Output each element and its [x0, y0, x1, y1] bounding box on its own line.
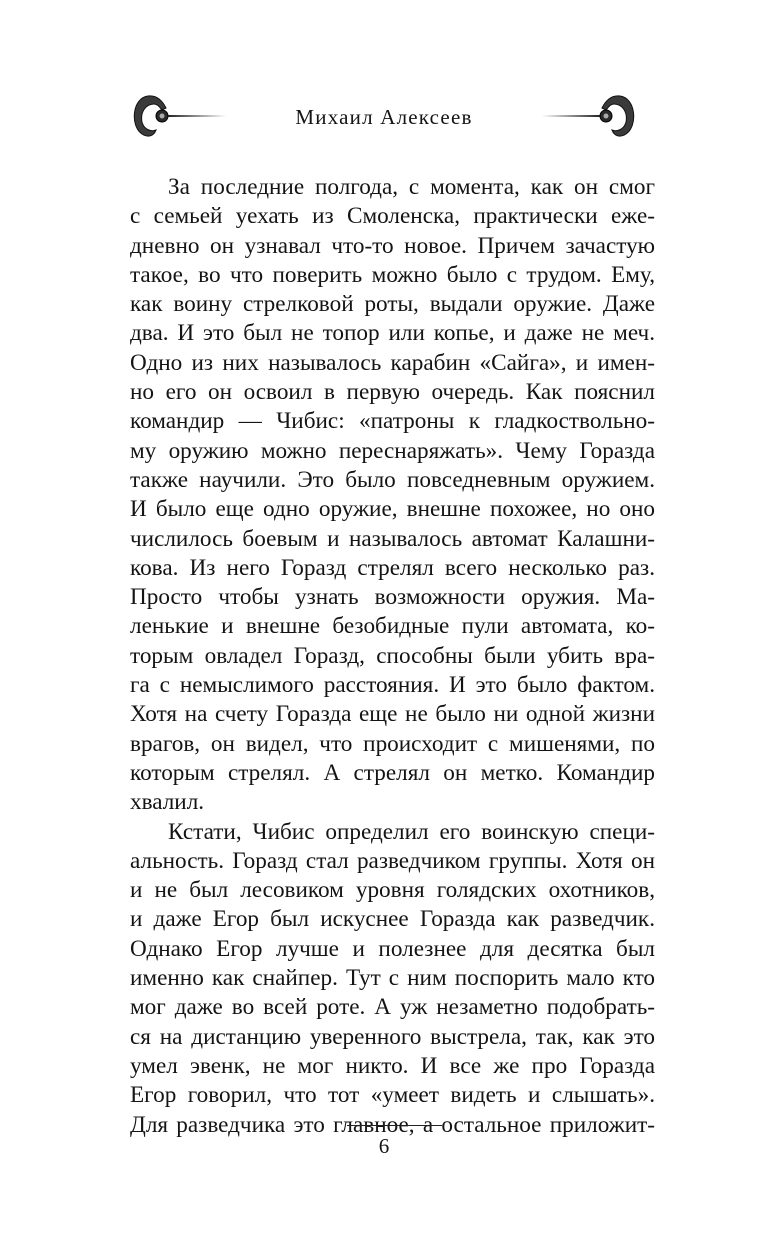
text-line: Хотя на счету Горазда еще не было ни одной жизни [130, 701, 655, 728]
text-line: именно как снайпер. Тут с ним поспорить мало кто [130, 965, 655, 992]
text-line: с семьей уехать из Смоленска, практически еже- [130, 203, 655, 230]
text-line: ленькие и внешне безобидные пули автомата, ко- [130, 613, 655, 640]
text-line: И было еще одно оружие, внешне похожее, но оно [130, 496, 655, 523]
text-line: и не был лесовиком уровня голядских охотников, [130, 877, 655, 904]
text-line: которым стрелял. А стрелял он метко. Командир [130, 759, 655, 786]
text-line: Для разведчика это главное, а остальное приложит- [130, 1111, 655, 1138]
running-header [0, 88, 768, 148]
text-line: числилось боевым и называлось автомат Калашни- [130, 525, 655, 552]
text-line: Кстати, Чибис определил его воинскую специ- [168, 818, 655, 845]
text-line: му оружию можно переснаряжать». Чему Горазда [130, 437, 655, 464]
text-line: кова. Из него Горазд стрелял всего несколько раз. [130, 554, 655, 581]
text-line: Однако Егор лучше и полезнее для десятка был [130, 935, 655, 962]
page-number: 6 [378, 1134, 390, 1158]
text-line: врагов, он видел, что происходит с мишенями, по [130, 730, 655, 757]
text-line: как воину стрелковой роты, выдали оружие. Даже [130, 291, 655, 318]
running-title: Михаил Алексеев [295, 105, 473, 129]
text-line: Одно из них называлось карабин «Сайга», и имен- [130, 349, 655, 376]
text-line: мог даже во всей роте. А уж незаметно подобрать- [130, 994, 655, 1021]
text-line: Егор говорил, что тот «умеет видеть и слышать». [130, 1082, 655, 1109]
text-line: га с немыслимого расстояния. И это было фактом. [130, 672, 655, 699]
ornamental-curl-icon [540, 88, 640, 148]
text-line: ся на дистанцию уверенного выстрела, так, как это [130, 1023, 655, 1050]
text-line: два. И это был не топор или копье, и даже не меч. [130, 320, 655, 347]
text-line: но его он освоил в первую очередь. Как пояснил [130, 379, 655, 406]
text-line: Просто чтобы узнать возможности оружия. Ма- [130, 584, 655, 611]
text-line: умел эвенк, не мог никто. И все же про Горазда [130, 1052, 655, 1079]
text-line: торым овладел Горазд, способны были убить вра- [130, 642, 655, 669]
text-line: и даже Егор был искуснее Горазда как разведчик. [130, 906, 655, 933]
text-line: дневно он узнавал что-то новое. Причем зачастую [130, 232, 655, 259]
text-line: также научили. Это было повседневным оружием. [130, 466, 655, 493]
text-line: хвалил. [130, 789, 205, 816]
text-line: альность. Горазд стал разведчиком группы. Хотя он [130, 847, 655, 874]
footer-divider [347, 1125, 442, 1126]
text-line: такое, во что поверить можно было с трудом. Ему, [130, 261, 655, 288]
body-text [130, 173, 655, 1140]
text-line: командир — Чибис: «патроны к гладкоствольно- [130, 408, 655, 435]
text-line: За последние полгода, с момента, как он смог [168, 174, 655, 200]
